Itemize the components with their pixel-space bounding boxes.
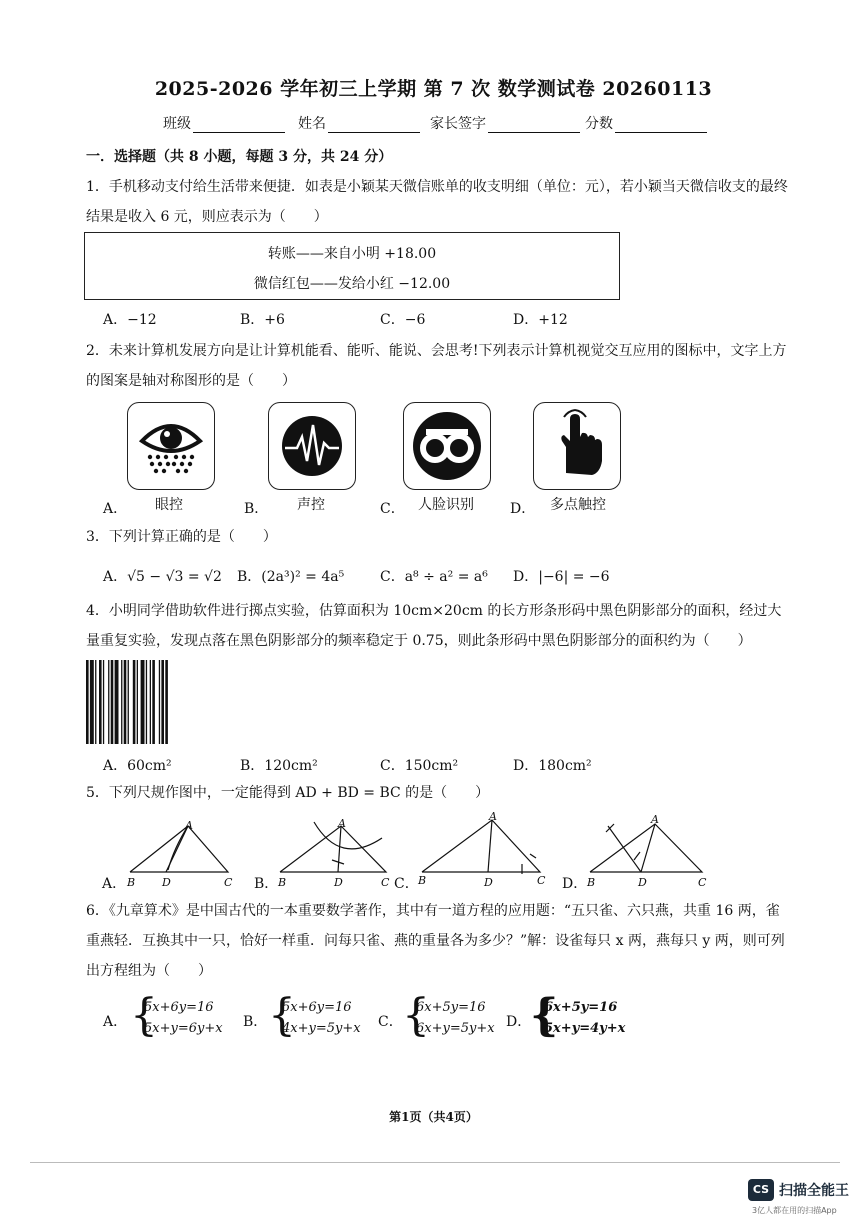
barcode-bar <box>121 660 122 744</box>
info-label-class: 班级 <box>163 116 191 132</box>
info-label-name: 姓名 <box>298 116 326 132</box>
q5-option-a: A． <box>102 876 127 892</box>
point-label: C <box>537 874 546 887</box>
brace-icon: { <box>130 990 158 1041</box>
barcode-bar <box>133 660 136 744</box>
equation: 4x+y=5y+x <box>282 1021 361 1036</box>
q6-option-b: B． <box>243 1014 268 1030</box>
equation: 5x+6y=16 <box>282 1000 352 1015</box>
info-class <box>163 113 285 133</box>
equation: 6x+5y=16 <box>544 1000 618 1015</box>
info-label-score: 分数 <box>585 116 613 132</box>
info-label-parent: 家长签字 <box>430 116 486 132</box>
question-1-text: 1．手机移动支付给生活带来便捷．如表是小颖某天微信账单的收支明细（单位：元），若小颖当天微信收支的最终结果是收入 6 元，则应表示为（ ） <box>86 179 788 225</box>
q3-option-b: B．(2a³)² = 4a⁵ <box>237 569 345 585</box>
q6-option-a: A． <box>103 1014 128 1030</box>
point-label: B <box>278 876 287 889</box>
blank-line <box>488 118 580 133</box>
blank-line <box>328 118 420 133</box>
scanner-tagline: 3亿人都在用的扫描App <box>752 1206 837 1215</box>
barcode-bar <box>137 660 138 744</box>
blank-line <box>193 118 285 133</box>
equation: 5x+y=4y+x <box>544 1021 626 1036</box>
barcode-bar <box>152 660 155 744</box>
equation: 5x+y=6y+x <box>144 1021 223 1036</box>
triangle-b <box>280 826 386 872</box>
q6-system-b <box>268 990 388 1041</box>
eye-control-icon <box>127 402 215 490</box>
barcode-bar <box>103 660 104 744</box>
barcode-bar <box>86 660 89 744</box>
point-label: A <box>185 819 193 832</box>
bill-table <box>84 232 620 300</box>
point-label: D <box>162 876 171 889</box>
blank-line <box>615 118 707 133</box>
point-label: A <box>338 817 346 830</box>
barcode-bar <box>165 660 168 744</box>
q4-option-d: D．180cm² <box>513 758 592 774</box>
q2-option-c: C． <box>380 501 405 517</box>
barcode-bar <box>141 660 145 744</box>
barcode-bar <box>90 660 94 744</box>
multi-touch-icon <box>533 402 621 490</box>
q2-label-d: 多点触控 <box>550 497 606 513</box>
point-label: A <box>651 813 659 826</box>
face-recognition-icon <box>403 402 491 490</box>
q2-label-b: 声控 <box>297 497 325 513</box>
barcode-bar <box>124 660 127 744</box>
q6-system-d <box>530 990 650 1041</box>
info-score <box>585 113 707 133</box>
construction-figures <box>100 812 800 892</box>
q2-option-a: A． <box>103 501 128 517</box>
question-3-text: 3．下列计算正确的是（ ） <box>86 529 277 545</box>
question-4-text: 4．小明同学借助软件进行掷点实验，估算面积为 10cm×20cm 的长方形条形码中黑色阴影部分的面积，经过大量重复实验，发现点落在黑色阴影部分的频率稳定于 0.75，则此条形码中黑色阴影部分的面积约为（ ） <box>86 603 782 649</box>
q3-option-c: C．a⁸ ÷ a² = a⁶ <box>380 569 488 585</box>
q4-option-a: A．60cm² <box>103 758 172 774</box>
equation: 6x+y=5y+x <box>416 1021 495 1036</box>
point-label: B <box>418 874 427 887</box>
point-label: C <box>224 876 233 889</box>
info-name <box>298 113 420 133</box>
point-label: B <box>587 876 596 889</box>
barcode-bar <box>161 660 164 744</box>
q1-option-c: C．−6 <box>380 312 426 328</box>
question-2-text: 2．未来计算机发展方向是让计算机能看、能听、能说、会思考!下列表示计算机视觉交互应用的图标中，文字上方的图案是轴对称图形的是（ ） <box>86 343 787 389</box>
point-label: D <box>484 876 493 889</box>
page-footer: 第1页（共4页） <box>389 1110 478 1124</box>
q2-label-a: 眼控 <box>155 497 183 513</box>
equation: 6x+5y=16 <box>416 1000 486 1015</box>
brace-icon: { <box>268 990 296 1041</box>
bill-row-1: 转账——来自小明 +18.00 <box>267 246 437 262</box>
barcode-bar <box>115 660 119 744</box>
q4-option-c: C．150cm² <box>380 758 459 774</box>
q6-system-c <box>402 990 522 1041</box>
bill-row-2: 微信红包——发给小红 −12.00 <box>253 276 451 292</box>
q6-option-d: D． <box>506 1014 532 1030</box>
divider <box>30 1162 840 1163</box>
q3-option-a: A．√5 − √3 = √2 <box>103 569 222 585</box>
brace-icon: { <box>402 990 430 1041</box>
point-label: A <box>489 810 497 823</box>
q1-option-a: A．−12 <box>103 312 157 328</box>
info-parent-sign <box>430 113 580 133</box>
brace-icon: { <box>530 990 559 1041</box>
q3-option-d: D．|−6| = −6 <box>513 569 610 585</box>
q2-option-b: B． <box>244 501 269 517</box>
point-label: C <box>381 876 390 889</box>
point-label: B <box>127 876 136 889</box>
q6-option-c: C． <box>378 1014 403 1030</box>
section-heading: 一．选择题（共 8 小题，每题 3 分，共 24 分） <box>86 149 393 165</box>
question-5-text: 5．下列尺规作图中，一定能得到 AD + BD = BC 的是（ ） <box>86 785 490 801</box>
q5-option-b: B． <box>254 876 279 892</box>
triangle-a <box>130 826 228 872</box>
q1-option-b: B．+6 <box>240 312 285 328</box>
camscanner-logo-icon: CS <box>748 1179 774 1201</box>
q5-option-d: D． <box>562 876 588 892</box>
page-title: 2025-2026 学年初三上学期 第 7 次 数学测试卷 20260113 <box>154 78 713 100</box>
point-label: C <box>698 876 707 889</box>
q5-option-c: C． <box>394 876 419 892</box>
voice-control-icon <box>268 402 356 490</box>
point-label: D <box>334 876 343 889</box>
barcode-bar <box>150 660 151 744</box>
barcode-bar <box>159 660 160 744</box>
barcode-bar <box>146 660 147 744</box>
q2-option-d: D． <box>510 501 536 517</box>
q6-system-a <box>130 990 250 1041</box>
q4-option-b: B．120cm² <box>240 758 318 774</box>
barcode-image <box>86 660 186 744</box>
question-6-text: 6．《九章算术》是中国古代的一本重要数学著作，其中有一道方程的应用题：“五只雀、六只燕，共重 16 两，雀重燕轻．互换其中一只，恰好一样重．问每只雀、燕的重量各为多少？”解：设雀每只 x 两，燕每只 y 两，则可列出方程组为（ ） <box>86 903 785 979</box>
equation: 5x+6y=16 <box>144 1000 214 1015</box>
barcode-bar <box>99 660 102 744</box>
point-label: D <box>638 876 647 889</box>
barcode-bar <box>108 660 109 744</box>
barcode-bar <box>95 660 96 744</box>
barcode-bar <box>128 660 129 744</box>
q2-label-c: 人脸识别 <box>418 497 474 513</box>
barcode-bar <box>111 660 114 744</box>
scanner-brand-name: 扫描全能王 <box>779 1183 849 1199</box>
q1-option-d: D．+12 <box>513 312 568 328</box>
